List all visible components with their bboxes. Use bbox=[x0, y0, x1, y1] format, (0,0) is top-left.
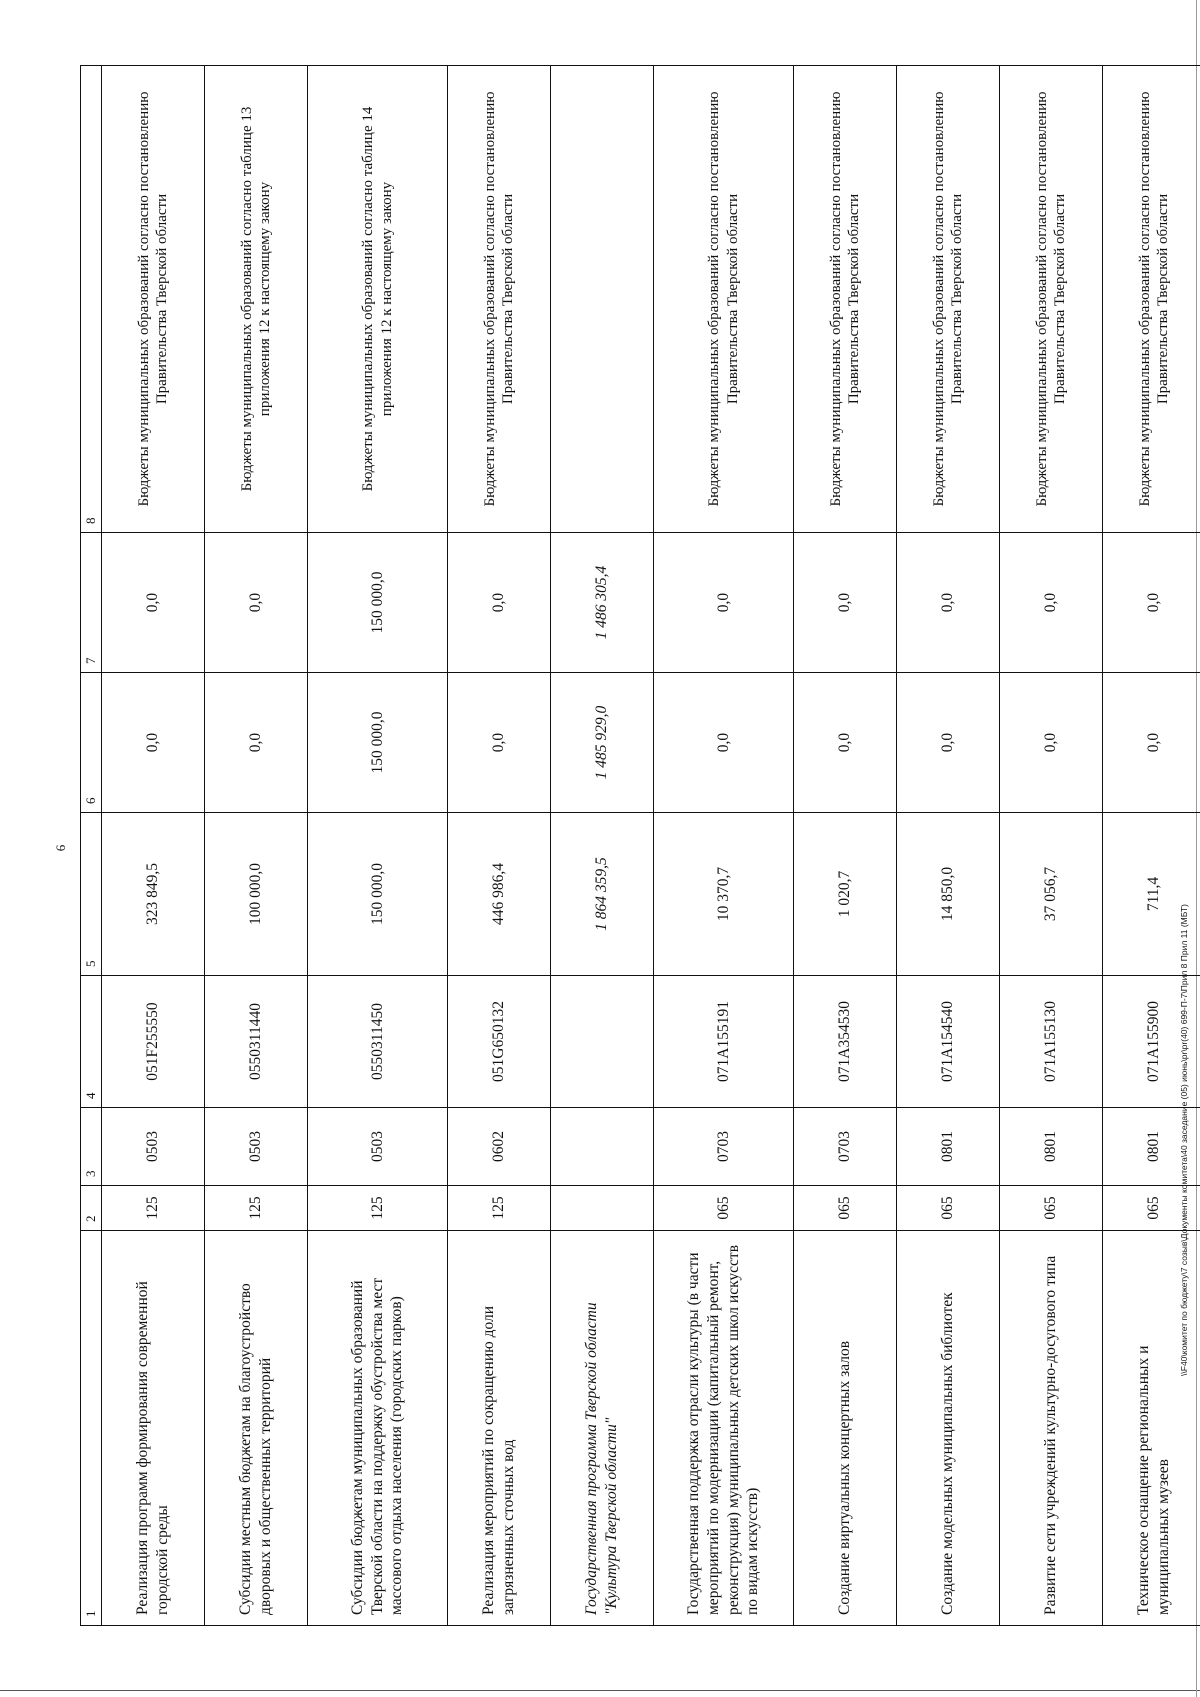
column-header: 2 bbox=[81, 1186, 102, 1231]
target-article-cell: 0550311450 bbox=[308, 976, 448, 1108]
administrator-code-cell: 065 bbox=[1103, 1186, 1200, 1231]
distribution-basis-cell: Бюджеты муниципальных образований согласно постановлению Правительства Тверской области bbox=[102, 66, 205, 533]
amount-col5-cell: 150 000,0 bbox=[308, 813, 448, 976]
section-code-cell: 0503 bbox=[205, 1108, 308, 1186]
measure-name-cell: Создание виртуальных концертных залов bbox=[794, 1231, 897, 1626]
administrator-code-cell: 065 bbox=[654, 1186, 794, 1231]
table-row bbox=[794, 66, 897, 1626]
amount-col5-cell: 1 864 359,5 bbox=[551, 813, 654, 976]
measure-name-cell: Реализация мероприятий по сокращению доли загрязненных сточных вод bbox=[448, 1231, 551, 1626]
target-article-cell: 071A155900 bbox=[1103, 976, 1200, 1108]
distribution-basis-cell: Бюджеты муниципальных образований согласно постановлению Правительства Тверской области bbox=[654, 66, 794, 533]
table-row bbox=[205, 66, 308, 1626]
measure-name-cell: Развитие сети учреждений культурно-досугового типа bbox=[1000, 1231, 1103, 1626]
section-code-cell: 0703 bbox=[794, 1108, 897, 1186]
distribution-basis-cell: Бюджеты муниципальных образований согласно постановлению Правительства Тверской области bbox=[448, 66, 551, 533]
amount-col7-cell: 0,0 bbox=[102, 533, 205, 673]
target-article-cell: 0550311440 bbox=[205, 976, 308, 1108]
target-article-cell bbox=[551, 976, 654, 1108]
column-header: 5 bbox=[81, 813, 102, 976]
section-code-cell: 0801 bbox=[1103, 1108, 1200, 1186]
distribution-basis-cell: Бюджеты муниципальных образований согласно таблице 13 приложения 12 к настоящему закону bbox=[205, 66, 308, 533]
measure-name-cell: Техническое оснащение региональных и муниципальных музеев bbox=[1103, 1231, 1200, 1626]
column-header: 3 bbox=[81, 1108, 102, 1186]
column-header: 8 bbox=[81, 66, 102, 533]
amount-col5-cell: 14 850,0 bbox=[897, 813, 1000, 976]
section-code-cell: 0503 bbox=[308, 1108, 448, 1186]
column-header: 4 bbox=[81, 976, 102, 1108]
target-article-cell: 071A155191 bbox=[654, 976, 794, 1108]
amount-col5-cell: 37 056,7 bbox=[1000, 813, 1103, 976]
program-row bbox=[551, 66, 654, 1626]
amount-col7-cell: 0,0 bbox=[205, 533, 308, 673]
amount-col6-cell: 0,0 bbox=[897, 673, 1000, 813]
measure-name-cell: Реализация программ формирования современной городской среды bbox=[102, 1231, 205, 1626]
section-code-cell: 0801 bbox=[1000, 1108, 1103, 1186]
administrator-code-cell: 065 bbox=[897, 1186, 1000, 1231]
table-row bbox=[654, 66, 794, 1626]
table-row bbox=[1103, 66, 1200, 1626]
amount-col6-cell: 0,0 bbox=[1000, 673, 1103, 813]
table-sheet bbox=[80, 66, 1172, 1626]
amount-col7-cell: 0,0 bbox=[654, 533, 794, 673]
distribution-basis-cell: Бюджеты муниципальных образований согласно постановлению Правительства Тверской области bbox=[1000, 66, 1103, 533]
target-article-cell: 051G650132 bbox=[448, 976, 551, 1108]
column-header: 1 bbox=[81, 1231, 102, 1626]
amount-col7-cell: 0,0 bbox=[794, 533, 897, 673]
amount-col7-cell: 0,0 bbox=[897, 533, 1000, 673]
section-code-cell: 0602 bbox=[448, 1108, 551, 1186]
scan-edge-line bbox=[0, 1690, 1200, 1691]
section-code-cell bbox=[551, 1108, 654, 1186]
section-code-cell: 0801 bbox=[897, 1108, 1000, 1186]
section-code-cell: 0703 bbox=[654, 1108, 794, 1186]
table-row bbox=[1000, 66, 1103, 1626]
administrator-code-cell: 125 bbox=[308, 1186, 448, 1231]
amount-col5-cell: 1 020,7 bbox=[794, 813, 897, 976]
table-row bbox=[308, 66, 448, 1626]
distribution-basis-cell: Бюджеты муниципальных образований согласно таблице 14 приложения 12 к настоящему закону bbox=[308, 66, 448, 533]
administrator-code-cell: 125 bbox=[448, 1186, 551, 1231]
table-row bbox=[897, 66, 1000, 1626]
amount-col6-cell: 150 000,0 bbox=[308, 673, 448, 813]
amount-col6-cell: 0,0 bbox=[102, 673, 205, 813]
administrator-code-cell: 125 bbox=[205, 1186, 308, 1231]
amount-col6-cell: 0,0 bbox=[1103, 673, 1200, 813]
measure-name-cell: Субсидии местным бюджетам на благоустройство дворовых и общественных территорий bbox=[205, 1231, 308, 1626]
target-article-cell: 051F255550 bbox=[102, 976, 205, 1108]
page-number: 6 bbox=[53, 844, 68, 852]
column-header: 7 bbox=[81, 533, 102, 673]
amount-col7-cell: 0,0 bbox=[1000, 533, 1103, 673]
target-article-cell: 071A354530 bbox=[794, 976, 897, 1108]
administrator-code-cell: 065 bbox=[794, 1186, 897, 1231]
distribution-basis-cell bbox=[551, 66, 654, 533]
amount-col7-cell: 0,0 bbox=[448, 533, 551, 673]
amount-col5-cell: 10 370,7 bbox=[654, 813, 794, 976]
budget-table bbox=[80, 65, 1200, 1626]
amount-col7-cell: 150 000,0 bbox=[308, 533, 448, 673]
amount-col6-cell: 0,0 bbox=[654, 673, 794, 813]
amount-col5-cell: 323 849,5 bbox=[102, 813, 205, 976]
document-file-path: \\F40\комитет по бюджету\7 созыв\Документы комитета\40 заседание (05) июнь\pr\pr(40) 699-П-7\Прил 8 Прил 11 (МБТ) bbox=[1179, 904, 1189, 1376]
table-row bbox=[102, 66, 205, 1626]
target-article-cell: 071A155130 bbox=[1000, 976, 1103, 1108]
distribution-basis-cell: Бюджеты муниципальных образований согласно постановлению Правительства Тверской области bbox=[1103, 66, 1200, 533]
target-article-cell: 071A154540 bbox=[897, 976, 1000, 1108]
administrator-code-cell bbox=[551, 1186, 654, 1231]
distribution-basis-cell: Бюджеты муниципальных образований согласно постановлению Правительства Тверской области bbox=[794, 66, 897, 533]
amount-col5-cell: 711,4 bbox=[1103, 813, 1200, 976]
amount-col6-cell: 0,0 bbox=[794, 673, 897, 813]
program-name-cell: Государственная программа Тверской области "Культура Тверской области" bbox=[551, 1231, 654, 1626]
measure-name-cell: Субсидии бюджетам муниципальных образований Тверской области на поддержку обустройства мест массового отдыха населения (городских парков) bbox=[308, 1231, 448, 1626]
table-row bbox=[448, 66, 551, 1626]
measure-name-cell: Государственная поддержка отрасли культуры (в части мероприятий по модернизации (капитальный ремонт, реконструкция) муниципальных детских школ искусств по видам искусств) bbox=[654, 1231, 794, 1626]
measure-name-cell: Создание модельных муниципальных библиотек bbox=[897, 1231, 1000, 1626]
administrator-code-cell: 065 bbox=[1000, 1186, 1103, 1231]
amount-col6-cell: 0,0 bbox=[205, 673, 308, 813]
amount-col6-cell: 1 485 929,0 bbox=[551, 673, 654, 813]
amount-col5-cell: 100 000,0 bbox=[205, 813, 308, 976]
amount-col6-cell: 0,0 bbox=[448, 673, 551, 813]
column-number-row bbox=[81, 66, 102, 1626]
administrator-code-cell: 125 bbox=[102, 1186, 205, 1231]
column-header: 6 bbox=[81, 673, 102, 813]
amount-col7-cell: 1 486 305,4 bbox=[551, 533, 654, 673]
amount-col7-cell: 0,0 bbox=[1103, 533, 1200, 673]
distribution-basis-cell: Бюджеты муниципальных образований согласно постановлению Правительства Тверской области bbox=[897, 66, 1000, 533]
section-code-cell: 0503 bbox=[102, 1108, 205, 1186]
amount-col5-cell: 446 986,4 bbox=[448, 813, 551, 976]
